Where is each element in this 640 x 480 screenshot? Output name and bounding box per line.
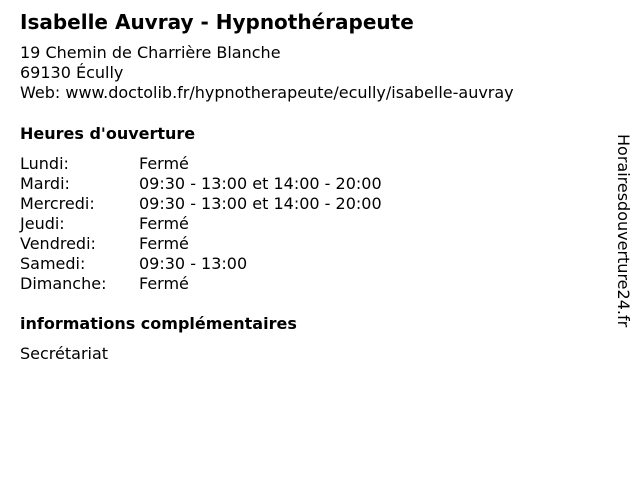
day-label: Dimanche: <box>20 274 107 293</box>
hours-value: Fermé <box>139 234 189 253</box>
hours-value: 09:30 - 13:00 et 14:00 - 20:00 <box>139 194 382 213</box>
hours-value: Fermé <box>139 214 189 233</box>
additional-info-heading: informations complémentaires <box>20 314 297 333</box>
hours-value: 09:30 - 13:00 et 14:00 - 20:00 <box>139 174 382 193</box>
additional-info-text: Secrétariat <box>20 344 109 363</box>
day-label: Samedi: <box>20 254 86 273</box>
day-label: Mercredi: <box>20 194 95 213</box>
hours-value: Fermé <box>139 274 189 293</box>
business-title: Isabelle Auvray - Hypnothérapeute <box>20 10 414 34</box>
day-label: Jeudi: <box>20 214 65 233</box>
street-address: 19 Chemin de Charrière Blanche <box>20 43 281 62</box>
day-label: Vendredi: <box>20 234 96 253</box>
website-line: Web: www.doctolib.fr/hypnotherapeute/ecully/isabelle-auvray <box>20 83 514 102</box>
opening-hours-heading: Heures d'ouverture <box>20 124 196 143</box>
address-block <box>20 43 514 103</box>
day-label: Mardi: <box>20 174 70 193</box>
site-watermark: Horairesdouverture24.fr <box>614 134 633 328</box>
hours-value: Fermé <box>139 154 189 173</box>
day-label: Lundi: <box>20 154 69 173</box>
city-address: 69130 Écully <box>20 63 124 82</box>
hours-value: 09:30 - 13:00 <box>139 254 248 273</box>
